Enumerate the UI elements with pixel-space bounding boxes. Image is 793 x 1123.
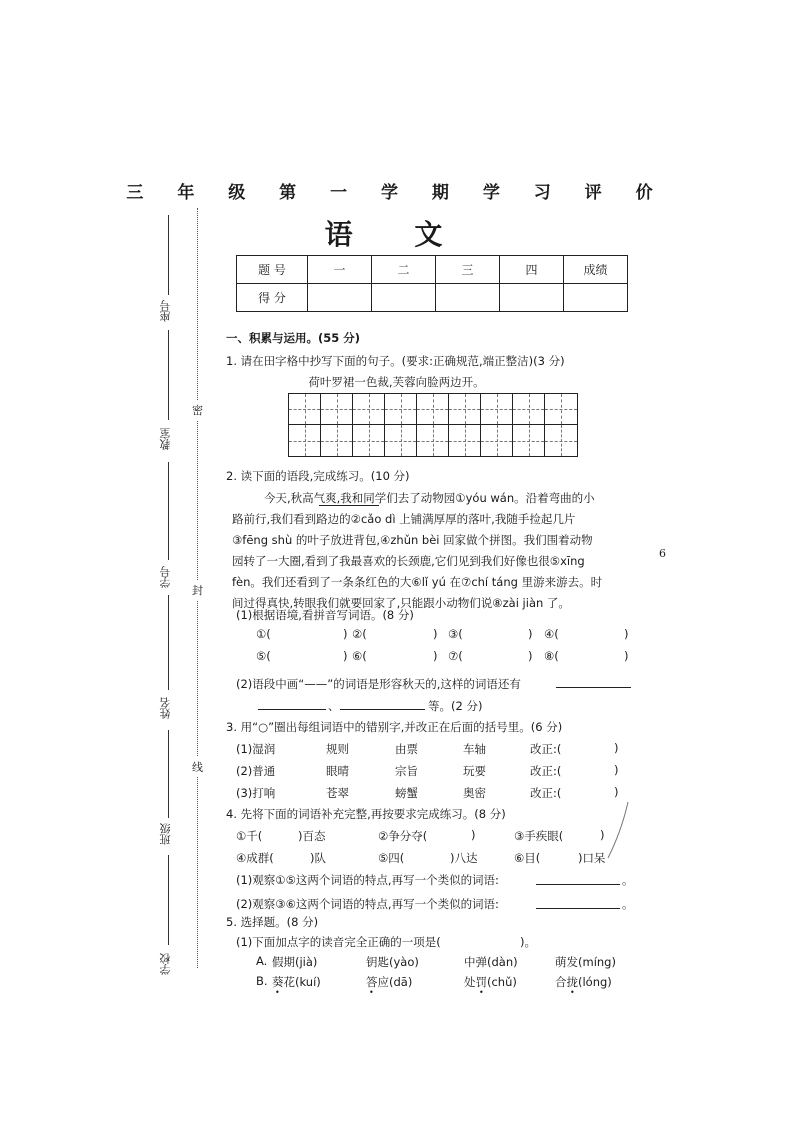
score-header-cell: 题 号 bbox=[237, 256, 308, 284]
q4-idiom-part: )百态 bbox=[298, 829, 326, 843]
seat-label: 座号 bbox=[159, 300, 172, 322]
score-cell[interactable] bbox=[436, 284, 500, 312]
emphasis-dot: • bbox=[479, 988, 484, 997]
q3-correction-close: ) bbox=[614, 763, 619, 777]
q4-idiom-part: ) bbox=[471, 828, 476, 842]
blank-open: ⑦( bbox=[448, 649, 463, 663]
q3-correction-close: ) bbox=[614, 741, 619, 755]
q4-idiom-part: ②争分夺( bbox=[378, 829, 428, 843]
score-cell[interactable] bbox=[500, 284, 564, 312]
blank-close: ) bbox=[343, 649, 348, 663]
room-label: 教室 bbox=[159, 428, 172, 450]
school-label: 学校 bbox=[159, 953, 172, 975]
q3-word[interactable]: 玩要 bbox=[463, 764, 486, 778]
score-header-row bbox=[237, 256, 628, 284]
answer-line[interactable] bbox=[536, 884, 620, 885]
q1-prompt: 1. 请在田字格中抄写下面的句子。(要求:正确规范,端正整洁)(3 分) bbox=[226, 354, 565, 368]
q2-passage-line: 路前行,我们看到路边的②cǎo dì 上铺满厚厚的落叶,我随手捡起几片 bbox=[232, 512, 576, 526]
q3-correction: 改正:( bbox=[530, 764, 562, 778]
underline-mark bbox=[319, 505, 379, 506]
q1-sentence: 荷叶罗裙一色裁,芙蓉向脸两边开。 bbox=[308, 375, 485, 389]
score-row-label: 得 分 bbox=[237, 284, 308, 312]
blank-open: ①( bbox=[256, 627, 271, 641]
q5-prompt: 5. 选择题。(8 分) bbox=[226, 915, 319, 929]
option-item: 假期(jià) bbox=[272, 955, 318, 969]
q4-idiom-part: ①千( bbox=[236, 829, 263, 843]
q2-prompt: 2. 读下面的语段,完成练习。(10 分) bbox=[226, 469, 410, 483]
q2-passage-line: ③fēng shù 的叶子放进背包,④zhǔn bèi 回家做个拼图。我们围着动物 bbox=[232, 533, 593, 547]
q4-idiom-part: )队 bbox=[310, 851, 326, 865]
q2-sub1: (1)根据语境,看拼音写词语。(8 分) bbox=[236, 608, 414, 622]
q4-idiom-part: )八达 bbox=[450, 851, 478, 865]
score-value-row bbox=[237, 284, 628, 312]
blank-open: ②( bbox=[352, 627, 367, 641]
q4-prompt: 4. 先将下面的词语补充完整,再按要求完成练习。(8 分) bbox=[226, 807, 506, 821]
score-header-cell: 二 bbox=[372, 256, 436, 284]
option-item: 葵花(kuí) bbox=[272, 975, 321, 989]
q3-word[interactable]: 奥密 bbox=[463, 786, 486, 800]
blank-close: ) bbox=[433, 627, 438, 641]
margin-mark: 6 bbox=[659, 547, 666, 560]
q4-idiom-part: ③手疾眼( bbox=[514, 829, 564, 843]
student-id-label: 学号 bbox=[159, 566, 172, 588]
emphasis-dot: • bbox=[275, 988, 280, 997]
q3-prompt: 3. 用“○”圈出每组词语中的错别字,并改正在后面的括号里。(6 分) bbox=[226, 720, 563, 734]
option-label: A. bbox=[256, 954, 268, 968]
option-item: 萌发(míng) bbox=[555, 955, 616, 969]
blank-open: ⑥( bbox=[352, 649, 367, 663]
option-item: 钥匙(yào) bbox=[366, 955, 419, 969]
q3-word[interactable]: 苍翠 bbox=[326, 786, 349, 800]
q3-correction: 改正:( bbox=[530, 786, 562, 800]
q4-obs2-period: 。 bbox=[622, 897, 634, 911]
blank-close: ) bbox=[433, 649, 438, 663]
score-header-cell: 成绩 bbox=[564, 256, 628, 284]
pencil-stroke-mark bbox=[604, 800, 634, 860]
section1-heading: 一、积累与运用。(55 分) bbox=[226, 331, 361, 345]
q5-sub1-end: )。 bbox=[520, 935, 536, 949]
q3-word[interactable]: (3)打响 bbox=[236, 786, 276, 800]
q3-word[interactable]: 宗旨 bbox=[395, 764, 418, 778]
option-item: 处罚(chǔ) bbox=[464, 975, 517, 989]
score-header-cell: 一 bbox=[308, 256, 372, 284]
q2-passage-line: 今天,秋高气爽,我和同学们去了动物园①yóu wán。沿着弯曲的小 bbox=[264, 491, 595, 505]
q4-idiom-part: ⑤四( bbox=[378, 851, 405, 865]
q2-passage-line: 间过得真快,转眼我们就要回家了,只能跟小动物们说⑧zài jiàn 了。 bbox=[232, 596, 570, 610]
q2-sub2-end: 等。(2 分) bbox=[428, 699, 483, 713]
q5-sub1: (1)下面加点字的读音完全正确的一项是( bbox=[236, 935, 441, 949]
blank-close: ) bbox=[528, 649, 533, 663]
score-header-cell: 三 bbox=[436, 256, 500, 284]
answer-line[interactable] bbox=[556, 687, 631, 688]
answer-line[interactable] bbox=[258, 709, 326, 710]
q3-word[interactable]: 由票 bbox=[395, 742, 418, 756]
option-item: 中弹(dàn) bbox=[464, 955, 518, 969]
blank-close: ) bbox=[624, 627, 629, 641]
blank-open: ③( bbox=[448, 627, 463, 641]
q4-idiom-part: ) bbox=[600, 828, 605, 842]
blank-close: ) bbox=[343, 627, 348, 641]
q4-idiom-part: ⑥目( bbox=[514, 851, 541, 865]
option-label: B. bbox=[256, 974, 268, 988]
q3-word[interactable]: (1)湿润 bbox=[236, 742, 276, 756]
tianzige-grid[interactable] bbox=[288, 393, 578, 457]
blank-open: ④( bbox=[544, 627, 559, 641]
q4-obs1: (1)观察①⑤这两个词语的特点,再写一个类似的词语: bbox=[236, 873, 499, 887]
option-item: 答应(dā) bbox=[366, 975, 413, 989]
score-table bbox=[236, 255, 628, 312]
blank-close: ) bbox=[624, 649, 629, 663]
q3-correction: 改正:( bbox=[530, 742, 562, 756]
q3-correction-close: ) bbox=[614, 785, 619, 799]
q3-word[interactable]: 螃蟹 bbox=[395, 786, 418, 800]
emphasis-dot: • bbox=[570, 988, 575, 997]
binding-char-xian: 线 bbox=[192, 757, 203, 777]
q2-passage-line: 园转了一大圈,看到了我最喜欢的长颈鹿,它们见到我们好像也很⑤xīng bbox=[232, 554, 585, 568]
q3-word[interactable]: 眼晴 bbox=[326, 764, 349, 778]
answer-line[interactable] bbox=[536, 908, 620, 909]
score-cell[interactable] bbox=[564, 284, 628, 312]
emphasis-dot: • bbox=[369, 988, 374, 997]
q2-sub2: (2)语段中画“——”的词语是形容秋天的,这样的词语还有 bbox=[236, 677, 521, 691]
q4-idiom-part: ④成群( bbox=[236, 851, 274, 865]
exam-title: 三 年 级 第 一 学 期 学 习 评 价 bbox=[126, 183, 667, 203]
q3-word[interactable]: 规则 bbox=[326, 742, 349, 756]
blank-open: ⑤( bbox=[256, 649, 271, 663]
binding-char-mi: 密 bbox=[192, 400, 203, 420]
q3-word[interactable]: 车轴 bbox=[463, 742, 486, 756]
q4-idiom-part: )口呆 bbox=[578, 851, 606, 865]
q2-sub2-sep: 、 bbox=[328, 699, 340, 713]
q3-word[interactable]: (2)普通 bbox=[236, 764, 276, 778]
binding-char-feng: 封 bbox=[192, 580, 203, 600]
name-label: 姓名 bbox=[159, 697, 172, 719]
q4-obs2: (2)观察③⑥这两个词语的特点,再写一个类似的词语: bbox=[236, 897, 499, 911]
blank-open: ⑧( bbox=[544, 649, 559, 663]
answer-line[interactable] bbox=[340, 709, 425, 710]
class-label: 班级 bbox=[159, 823, 172, 845]
q4-obs1-period: 。 bbox=[622, 873, 634, 887]
option-item: 合拢(lóng) bbox=[555, 975, 612, 989]
q2-passage-line: fèn。我们还看到了一条条红色的大⑥lǐ yú 在⑦chí táng 里游来游去。时 bbox=[232, 575, 603, 589]
score-cell[interactable] bbox=[372, 284, 436, 312]
subject-title: 语 文 bbox=[324, 218, 469, 251]
blank-close: ) bbox=[528, 627, 533, 641]
score-header-cell: 四 bbox=[500, 256, 564, 284]
score-cell[interactable] bbox=[308, 284, 372, 312]
